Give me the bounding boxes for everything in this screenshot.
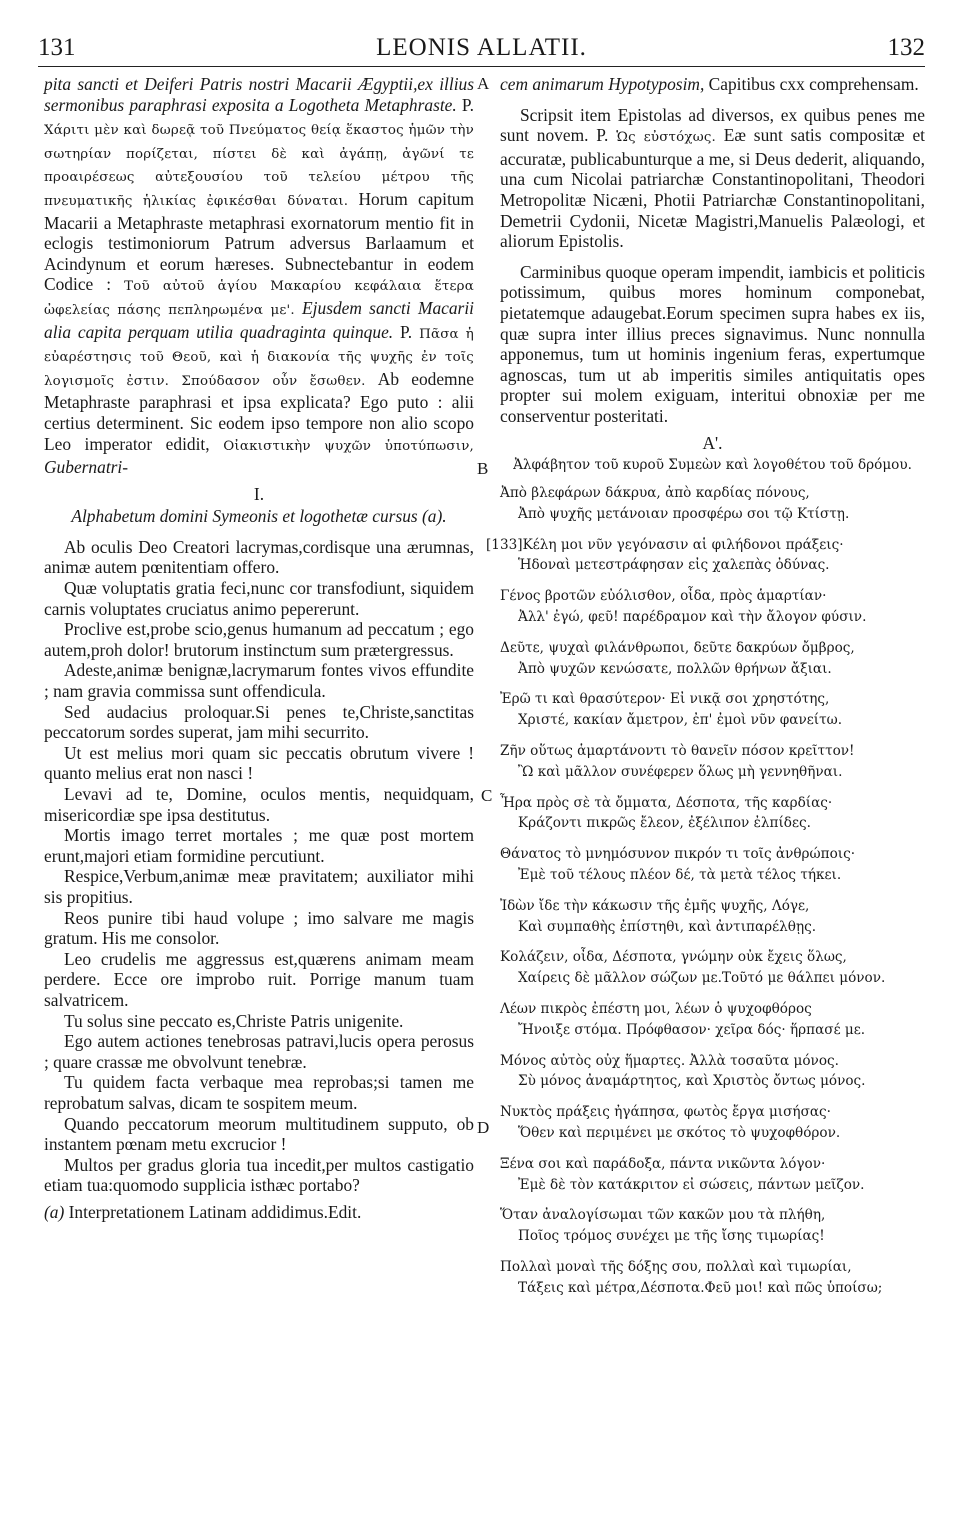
greek-verse-text: Ἐμὲ δὲ τὸν κατάκριτον εἰ σώσεις, πάντων μεῖζον. [518,1176,865,1193]
greek-verse-line [500,638,925,659]
greek-verse-line [486,535,925,556]
greek-verse-text: Ὢ καὶ μᾶλλον συνέφερεν ὅλως μὴ γεννηθῆναι. [518,763,843,780]
intro-paragraph [44,74,474,478]
greek-verse-line [500,1102,925,1123]
greek-verse-line [500,607,925,628]
page-bracket: [133] [486,536,523,553]
latin-stanza: Ut est melius mori quam sic peccatis obrutum vivere ! quanto melius erat non nasci ! [44,742,474,784]
continued-text: Capitibus cxx comprehensam. [704,74,919,94]
left-column [44,74,474,1222]
greek-verse-line [500,1051,925,1072]
greek-stanza [500,896,925,938]
greek-stanza [500,638,925,680]
epistolae-greek: Ὡς εὐστόχως. [608,130,716,146]
greek-verse-text: Μόνος αὐτὸς οὐχ ἥμαρτες. Ἀλλὰ τοσαῦτα μόνος. [500,1052,839,1069]
greek-verse-line [500,504,925,525]
latin-stanza: Quæ voluptatis gratia feci,nunc cor transfodiunt, siquidem carnis voluptates cruciatus animo pepererunt. [44,578,474,619]
greek-stanza [500,689,925,731]
latin-translation [44,537,474,1196]
greek-verse-text: Ἐμὲ τοῦ τέλους πλέον δέ, τὰ μετὰ τέλος τήκει. [518,867,842,884]
greek-verse-text: Ἀλλ' ἐγώ, φεῦ! παρέδραμον καὶ τὴν ἄλογον φύσιν. [518,609,867,626]
greek-verse-line [500,586,925,607]
greek-verse-line [500,865,925,886]
greek-verse-line [500,741,925,762]
ejusdem-title-2: Gubernatri- [44,457,129,478]
section-number: I. [253,483,265,504]
greek-verse-text: Κολάζειν, οἶδα, Δέσποτα, γνώμην οὐκ ἔχεις ὅλως, [500,949,847,966]
greek-section-number: A'. [702,432,723,453]
running-title: LEONIS ALLATII. [376,34,587,61]
greek-verse-text: Ἦρα πρὸς σὲ τὰ ὄμματα, Δέσποτα, τῆς καρδίας· [500,794,833,811]
running-header [38,30,925,67]
continued-title: cem animarum Hypotyposim, [500,74,705,94]
greek-verse-line [500,1154,925,1175]
latin-stanza: Adeste,animæ benignæ,lacrymarum fontes vivos effundite ; nam gravia commissa sunt offendicula. [44,660,474,702]
greek-verse-line [500,483,925,504]
greek-verse-line [500,1175,925,1196]
greek-verse-text: Τάξεις καὶ μέτρα,Δέσποτα.Φεῦ μοι! καὶ πῶς ὑποίσω; [518,1279,883,1296]
latin-stanza: Sed audacius proloquar.Si penes te,Christe,sanctitas peccatorum sordes superat, jam mihi securrito. [44,701,474,743]
greek-verse-line [500,999,925,1020]
greek-stanza [500,999,925,1041]
greek-verse-line [500,710,925,731]
page-number-right: 132 [887,34,925,61]
greek-stanza [500,793,925,835]
greek-verse-text: Σὺ μόνος ἀναμάρτητος, καὶ Χριστὸς ὄντως μόνος. [518,1073,866,1090]
epistolae-text-b: Eæ sunt satis compositæ et accuratæ, publicabunturque a me, si Deus dederit, aliquando, una cum Nicolai patriarchæ Constantinopolitani, Theodori Metropolitæ Nicæni, Photii Patriarchæ Constantinopolitani, Demetrii Cydonii, Nicetæ Magistri,Manuelis Palæologi, et aliorum Epistolis. [500,125,926,252]
greek-verse-line [500,947,925,968]
greek-verse-text: Ξένα σοι καὶ παράδοξα, πάντα νικῶντα λόγον· [500,1155,826,1172]
latin-stanza: Respice,Verbum,animæ meæ pravitatem; auxiliator mihi sis propitius. [44,866,474,907]
greek-stanza [500,1257,925,1299]
greek-verse-text: Ἀπὸ βλεφάρων δάκρυα, ἀπὸ καρδίας πόνους, [500,485,810,502]
greek-verse-text: Ἀπὸ ψυχῶν κενώσατε, πολλῶν θρήνων ἄξιαι. [518,660,832,677]
latin-stanza: Leo crudelis me aggressus est,quærens animam meam perdere. Ecce ore improbo ruit. Porrige manum tuam salvatricem. [44,948,474,1010]
greek-stanza [500,947,925,989]
latin-stanza: Quando peccatorum meorum multitudinem supputo, ob instantem pœnam metu excrucior ! [44,1113,474,1155]
greek-verse-line [500,1257,925,1278]
greek-verse-line [500,917,925,938]
epistolae-paragraph [500,105,925,252]
greek-stanza [486,535,925,577]
greek-verse-text: Ὅθεν καὶ περιμένει με σκότος τὸ ψυχοφθόρον. [518,1125,841,1142]
greek-verse-text: Γένος βροτῶν εὐόλισθον, οἶδα, πρὸς ἁμαρτίαν· [500,588,827,605]
intro-greek-2: Τοῦ αὐτοῦ ἁγίου Μακαρίου κεφάλαια ἕτερα ὠφελείας πάσης πεπληρωμένα με'. [44,279,474,318]
greek-verse-line [500,1226,925,1247]
greek-verse-text: Ποῖος τρόμος συνέχει με τῆς ἴσης τιμωρίας! [518,1228,825,1245]
greek-verse-line [500,1020,925,1041]
greek-verse-line [500,896,925,917]
intro-latin: Horum capitum Macarii a Metaphraste metaphrasi exornatorum mentio fit in eclogis testimoniorum Patrum adversus Barlaamum et Acindynum et eorum hæreses. Subnectebantur in eodem Codice : [44,188,474,295]
greek-verse-text: Ἰδὼν ἴδε τὴν κάκωσιν τῆς ἐμῆς ψυχῆς, Λόγε, [500,897,810,914]
greek-verse-text: Ἐρῶ τι καὶ θρασύτερον· Εἰ νικᾷ σοι χρηστότης, [500,691,830,708]
greek-verse-line [500,555,925,576]
page-number-left: 131 [38,34,76,61]
intro-greek: Χάριτι μὲν καὶ δωρεᾷ τοῦ Πνεύματος θείᾳ ἕκαστος ἡμῶν τὴν σωτηρίαν πορίζεται, πίστει δὲ καὶ ἀγάπῃ, ἀγῶνί τε προαιρέσεως αὐτεξουσίου τοῦ τελείου μέτρου τῆς πνευματικῆς ἡλικίας ἐφικέσθαι δύναται. [44,123,474,209]
greek-verse-line [500,689,925,710]
greek-verse-text: Ὅταν ἀναλογίσωμαι τῶν κακῶν μου τὰ πλήθη, [500,1207,826,1224]
greek-verse-line [500,1205,925,1226]
greek-verse-text: Ζῆν οὕτως ἁμαρτάνοντι τὸ θανεῖν πόσον κρεῖττον! [500,743,855,760]
right-column [486,74,926,1309]
greek-verse-text: Καὶ συμπαθὴς ἐπίστηθι, καὶ ἀντιπαρέλθῃς. [518,918,817,935]
greek-stanza [500,1051,925,1093]
footnote-text: Interpretationem Latinam addidimus.Edit. [64,1201,362,1222]
latin-stanza: Mortis imago terret mortales ; me quæ post mortem erunt,majori etiam formidine percutiunt. [44,825,474,866]
greek-verse-text: Κέλη μοι νῦν γεγόνασιν αἱ φιλήδονοι πράξεις· [522,536,844,553]
greek-verse-text: Πολλαὶ μοναὶ τῆς δόξης σου, πολλαὶ καὶ τιμωρίαι, [500,1259,852,1275]
greek-stanza [500,1205,925,1247]
greek-verse-text: Θάνατος τὸ μνημόσυνον πικρόν τι τοῖς ἀνθρώποις· [500,846,856,863]
greek-verse-line [500,762,925,783]
greek-stanza [500,483,925,525]
greek-verse-text: Χαίρεις δὲ μᾶλλον σώζων με.Τοῦτό με θάλπει μόνον. [518,970,886,987]
greek-verse-line [500,1278,925,1299]
margin-mark-c: C [481,786,493,805]
latin-stanza: Levavi ad te, Domine, oculos mentis, nequidquam, misericordiæ spe ipsa destitutus. [44,784,474,825]
greek-verse-text: Χριστέ, κακίαν ἄμετρον, ἐπ' ἐμοὶ νῦν φανείτω. [518,712,843,729]
ejusdem-latin: Ab eodemne Metaphraste paraphrasi et ipsa explicata? Ego puto : alii certius determinent. Sic eodem ipso tempore non alio scopo Leo imperator edidit, [44,368,474,454]
greek-verse-line [500,1123,925,1144]
greek-verse-line [500,659,925,680]
greek-verse-text: Δεῦτε, ψυχαὶ φιλάνθρωποι, δεῦτε δακρύων ὄμβρος, [500,639,855,656]
greek-verse-line [500,793,925,814]
latin-stanza: Reos punire tibi haud volupe ; imo salvare me magis gratum. His me consolor. [44,907,474,949]
ejusdem-greek-2: Οἰακιστικὴν ψυχῶν ὑποτύπωσιν, [209,438,474,454]
latin-stanza: Proclive est,probe scio,genus humanum ad peccatum ; ego autem,proh dolor! brutorum instinctum sum prætergressus. [44,619,474,660]
greek-title: Ἀλφάβητον τοῦ κυροῦ Συμεὼν καὶ λογοθέτου τοῦ δρόμου. [513,457,912,474]
greek-stanza [500,844,925,886]
greek-stanza [500,1102,925,1144]
footnote-mark: (a) [44,1201,65,1222]
section-title: Alphabetum domini Symeonis et logothetæ cursus (a). [71,506,447,527]
footnote [44,1202,474,1223]
ejusdem-p: P. [393,321,413,342]
greek-verse-text: Ἀπὸ ψυχῆς μετάνοιαν προσφέρω σοι τῷ Κτίστῃ. [518,505,850,522]
greek-verse-text: Κράζοντι πικρῶς ἔλεον, ἐξέλιπον ἐλπίδες. [518,815,811,832]
margin-mark-d: D [477,1118,490,1137]
greek-stanza [500,1154,925,1196]
continued-paragraph [500,74,925,95]
greek-stanza [500,741,925,783]
greek-poem [486,483,925,1299]
latin-stanza: Tu quidem facta verbaque mea reprobas;si tamen me reprobatum salvas, dicam te sospitem meum. [44,1072,474,1113]
greek-verse-line [500,1071,925,1092]
latin-stanza: Multos per gradus gloria tua incedit,per multos castigatio etiam tua:quomodo supplicia isthæc portabo? [44,1154,474,1196]
greek-stanza [500,586,925,628]
greek-verse-text: Ἡδοναὶ μετεστράφησαν εἰς χαλεπὰς ὀδύνας. [518,557,830,574]
greek-verse-line [500,968,925,989]
greek-verse-text: Ἤνοιξε στόμα. Πρόφθασον· χεῖρα δός· ἥρπασέ με. [518,1021,866,1038]
latin-stanza: Ab oculis Deo Creatori lacrymas,cordisque una ærumnas, animæ autem pœnitentiam offero. [44,536,474,578]
greek-verse-text: Νυκτὸς πράξεις ἠγάπησα, φωτὸς ἔργα μισήσας· [500,1104,831,1121]
margin-mark-b: B [477,459,489,478]
ejusdem-title: Ejusdem sancti Macarii alia capita perquam utilia quadraginta quinque. [44,297,474,342]
intro-title: pita sancti et Deiferi Patris nostri Macarii Ægyptii,ex illius sermonibus paraphrasi exposita a Logotheta Metaphraste. [44,74,474,115]
epistolae-text-a: Scripsit item Epistolas ad diversos, ex quibus penes me sunt novem. P. [500,104,925,146]
carmina-paragraph: Carminibus quoque operam impendit, iambicis et politicis potissimum, quibus mores hominum componebat, pietatemque adaugebat.Eorum specimen supra habes ex iis, quæ supra inter illius preces signavimus. Nunc nonnulla apponemus, tum ut hominis ingenium feras, expertumque agnoscas, tum ut ab imperitis similes antiquitatis opes propter sui molem exiguam, interitui obnoxiæ per me conserventur posteritati. [500,261,925,426]
greek-verse-line [500,844,925,865]
greek-verse-line [500,813,925,834]
ejusdem-greek: Πᾶσα ἡ εὐαρέστησις τοῦ Θεοῦ, καὶ ἡ διακονία τῆς ψυχῆς ἐν τοῖς λογισμοῖς ἐστιν. Σπούδασον οὖν ἔσωθεν. [44,326,474,389]
greek-verse-text: Λέων πικρὸς ἐπέστη μοι, λέων ὁ ψυχοφθόρος [500,1001,812,1018]
intro-p: P. [456,94,474,115]
latin-stanza: Tu solus sine peccato es,Christe Patris unigenite. [64,1010,404,1031]
margin-mark-a: A [477,74,490,93]
latin-stanza: Ego autem actiones tenebrosas patravi,lucis opera perosus ; quare crassæ me obvolvunt tenebræ. [44,1031,474,1072]
